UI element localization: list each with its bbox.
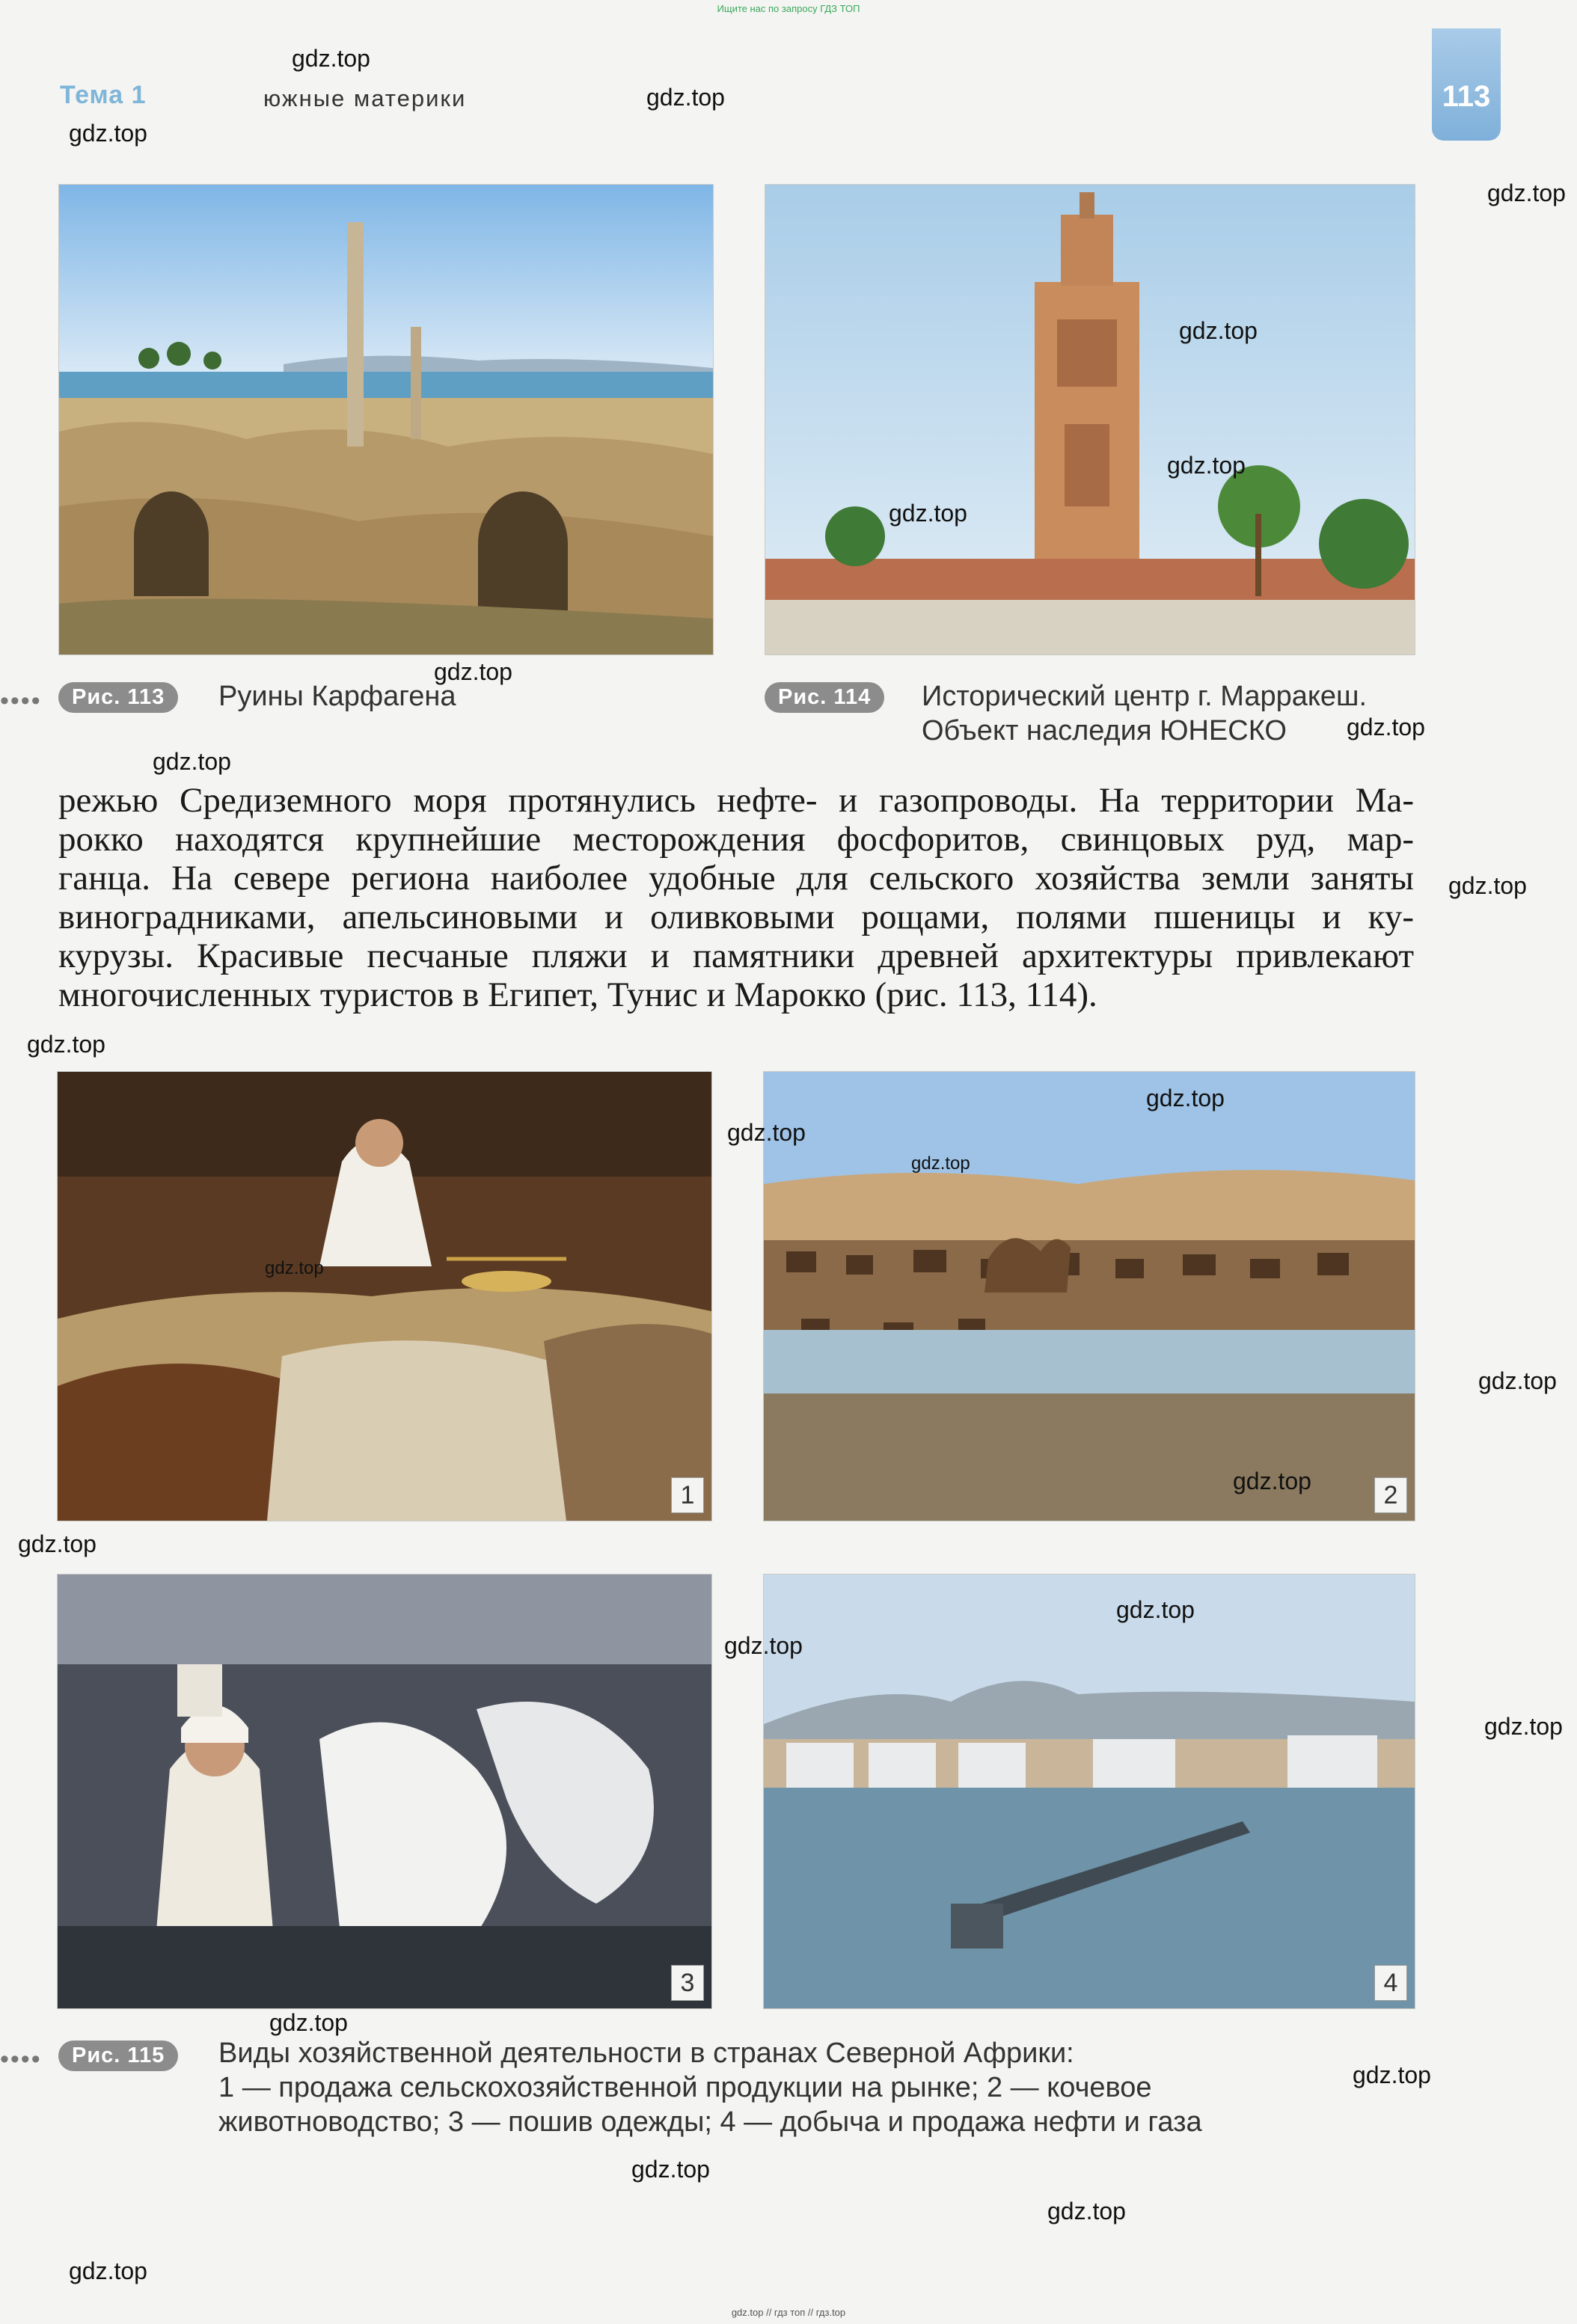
figure-caption-115-line3: животноводство; 3 — пошив одежды; 4 — добыча и продажа нефти и газа (218, 2106, 1202, 2138)
photo-number-2: 2 (1374, 1477, 1407, 1513)
carthage-ruins-photo (58, 184, 714, 655)
watermark: gdz.top (1484, 1713, 1563, 1740)
watermark: gdz.top (1146, 1085, 1225, 1112)
watermark: gdz.top (1353, 2061, 1431, 2088)
figure-caption-113: Руины Карфагена (218, 681, 456, 712)
watermark: gdz.top (1233, 1468, 1311, 1494)
caption-dots: •••• (0, 687, 42, 715)
watermark: gdz.top (27, 1031, 105, 1058)
watermark: gdz.top (292, 45, 370, 72)
watermark: gdz.top (1347, 714, 1425, 741)
watermark: gdz.top (69, 2257, 147, 2284)
body-line: виноградниками, апельсиновыми и оливковыми рощами, полями пшеницы и ку- (58, 898, 1414, 936)
body-line: многочисленных туристов в Египет, Тунис и Марокко (рис. 113, 114). (58, 975, 1097, 1014)
watermark: gdz.top (1047, 2198, 1126, 2225)
body-paragraph (58, 781, 1414, 1014)
footer-note: gdz.top // гдз топ // гдз.top (731, 2307, 846, 2318)
body-line: рокко находятся крупнейшие месторождения фосфоритов, свинцовых руд, мар- (58, 820, 1414, 859)
figure-label-113: Рис. 113 (58, 682, 178, 713)
oil-terminal-photo (763, 1574, 1415, 2009)
topic-label: Тема 1 (60, 81, 147, 109)
caption-dots: •••• (0, 2045, 42, 2073)
body-line: режью Средиземного моря протянулись нефте- и газопроводы. На территории Ма- (58, 781, 1414, 820)
figure-label-114: Рис. 114 (765, 682, 884, 713)
watermark: gdz.top (911, 1153, 970, 1174)
watermark: gdz.top (269, 2009, 348, 2036)
watermark: gdz.top (1478, 1367, 1557, 1394)
watermark: gdz.top (727, 1119, 806, 1146)
figure-caption-115-line2: 1 — продажа сельскохозяйственной продукции на рынке; 2 — кочевое (218, 2072, 1152, 2103)
figure-caption-115-line1: Виды хозяйственной деятельности в странах Северной Африки: (218, 2038, 1074, 2069)
page-number: 113 (1442, 80, 1491, 113)
watermark: gdz.top (1116, 1596, 1195, 1623)
photo-number-3: 3 (671, 1965, 704, 2001)
figure-caption-114-line1: Исторический центр г. Марракеш. (922, 681, 1368, 712)
watermark: gdz.top (646, 84, 725, 111)
watermark: gdz.top (265, 1258, 324, 1278)
watermark: gdz.top (1179, 317, 1258, 344)
watermark: gdz.top (889, 500, 967, 527)
photo-number-1: 1 (671, 1477, 704, 1513)
watermark: gdz.top (631, 2156, 710, 2183)
camels-photo (763, 1071, 1415, 1521)
sewing-factory-photo (57, 1574, 712, 2009)
watermark: gdz.top (18, 1530, 97, 1557)
figure-label-115: Рис. 115 (58, 2041, 178, 2071)
watermark: gdz.top (724, 1632, 803, 1659)
body-line: курузы. Красивые песчаные пляжи и памятники древней архитектуры привлекают (58, 936, 1414, 975)
body-line: ганца. На севере региона наиболее удобные для сельского хозяйства земли заняты (58, 859, 1414, 898)
marrakesh-minaret-photo (765, 184, 1415, 655)
market-photo (57, 1071, 712, 1521)
watermark: gdz.top (434, 658, 512, 685)
photo-number-4: 4 (1374, 1965, 1407, 2001)
watermark: gdz.top (153, 748, 231, 775)
watermark: gdz.top (1167, 452, 1246, 479)
figure-caption-114-line2: Объект наследия ЮНЕСКО (922, 715, 1287, 746)
watermark: gdz.top (69, 120, 147, 147)
watermark: gdz.top (1487, 180, 1566, 206)
watermark: gdz.top (1448, 872, 1527, 899)
section-title: южные материки (263, 85, 467, 111)
page-number-tab (1432, 28, 1501, 141)
top-note: Ищите нас по запросу ГДЗ ТОП (717, 3, 860, 14)
